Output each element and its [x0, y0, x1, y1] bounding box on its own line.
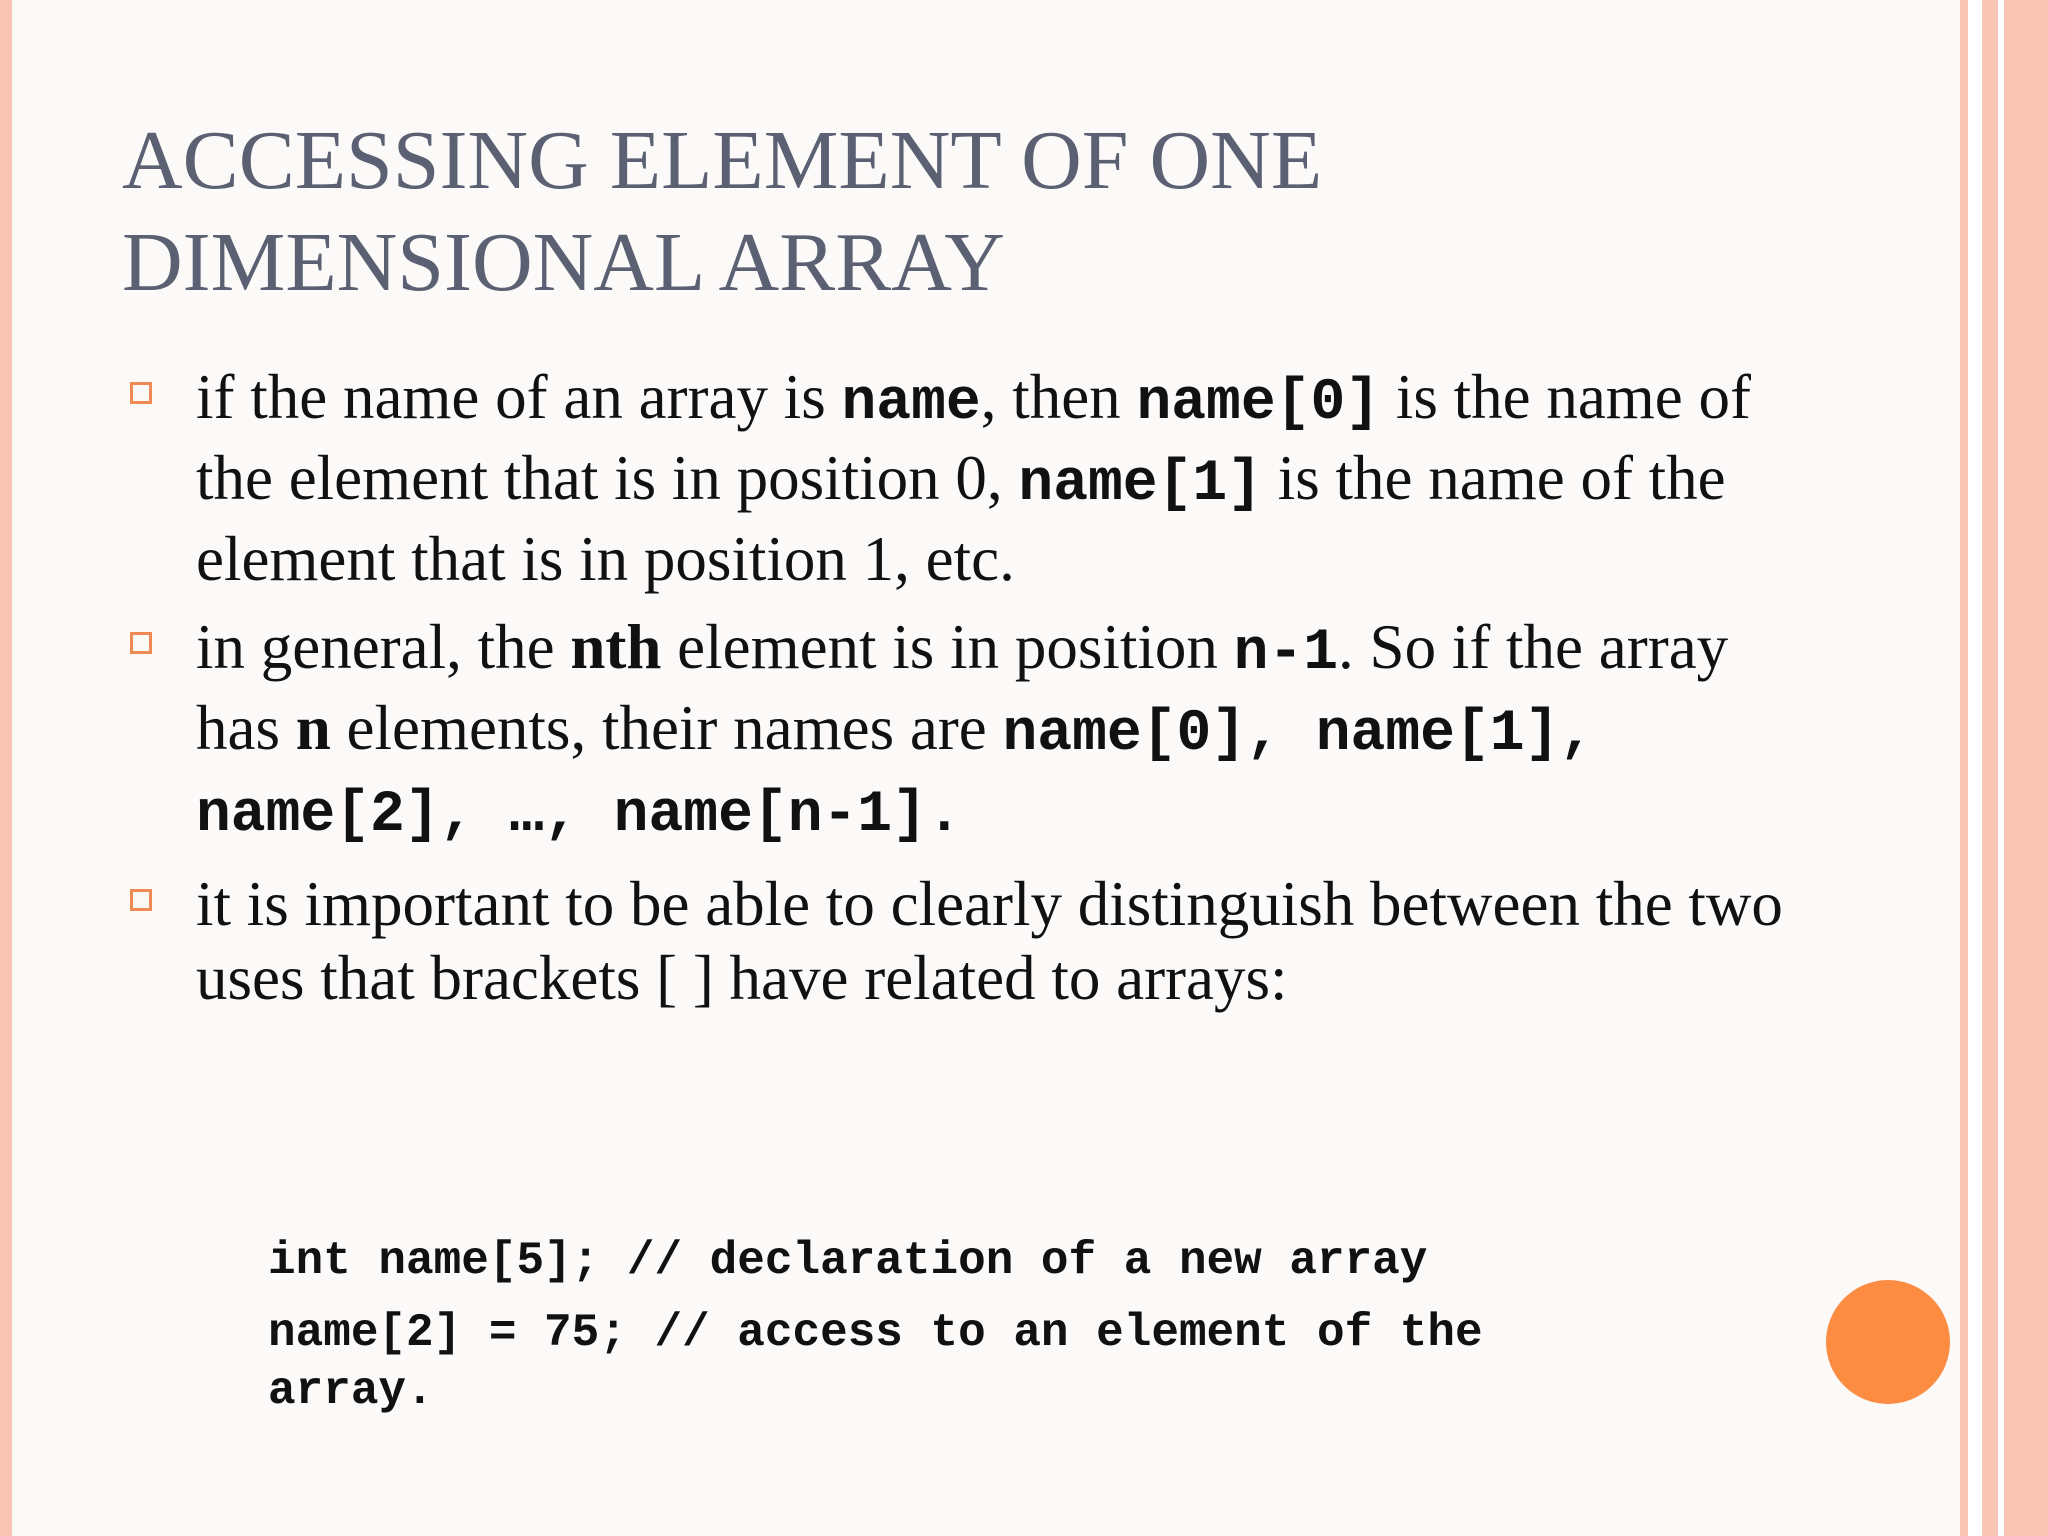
bullet-1-code-name1: name[1]	[1018, 452, 1263, 517]
bullet-2-text-2: element is in position	[661, 612, 1234, 682]
left-decorative-band	[0, 0, 12, 1536]
bullet-item-1	[122, 360, 1822, 596]
bullet-square-icon	[130, 382, 152, 404]
bullet-1-text-1: if the name of an array is	[196, 362, 842, 432]
bullet-2-text-4: elements, their names are	[330, 693, 1003, 763]
bullet-item-2	[122, 610, 1822, 853]
right-decorative-band-2	[1982, 0, 1998, 1536]
right-decorative-band-1	[1960, 0, 1968, 1536]
bullet-3-text: it is important to be able to clearly distinguish between the two uses that brackets [ ] have related to arrays:	[196, 869, 1783, 1013]
bullet-1-code-name: name	[841, 371, 981, 436]
bullet-2-code-n-minus-1: n-1	[1233, 621, 1339, 686]
bullet-2-text-3: . So if the array has	[196, 612, 1729, 763]
bullet-square-icon	[130, 889, 152, 911]
bullet-2-bold-nth: nth	[570, 612, 662, 682]
decorative-orange-circle	[1826, 1280, 1950, 1404]
title-line-1: ACCESSING ELEMENT OF ONE	[122, 114, 1323, 207]
bullet-1-text-4: is the name of the element that is in position 1, etc.	[196, 443, 1726, 594]
bullet-2-text-1: in general, the	[196, 612, 571, 682]
title-line-2: DIMENSIONAL ARRAY	[122, 216, 1005, 309]
code-line-3: array.	[268, 1365, 434, 1417]
bullet-list	[122, 360, 1822, 1015]
bullet-square-icon	[130, 632, 152, 654]
bullet-1-text-3: is the name of the element that is in position 0,	[196, 362, 1751, 513]
bullet-1-code-name0: name[0]	[1136, 371, 1381, 436]
bullet-1-text-2: , then	[980, 362, 1137, 432]
slide-title	[122, 110, 1822, 314]
code-line-1: int name[5]; // declaration of a new array	[268, 1235, 1428, 1287]
right-decorative-gap	[1968, 0, 1982, 1536]
bullet-2-bold-n: n	[295, 693, 331, 763]
bullet-item-3	[122, 867, 1822, 1015]
bullet-2-code-names: name[0], name[1], name[2], …, name[n-1].	[196, 702, 1595, 848]
code-line-2: name[2] = 75; // access to an element of the	[268, 1307, 1483, 1359]
code-example-block	[268, 1232, 1738, 1420]
right-decorative-band-3	[2004, 0, 2048, 1536]
